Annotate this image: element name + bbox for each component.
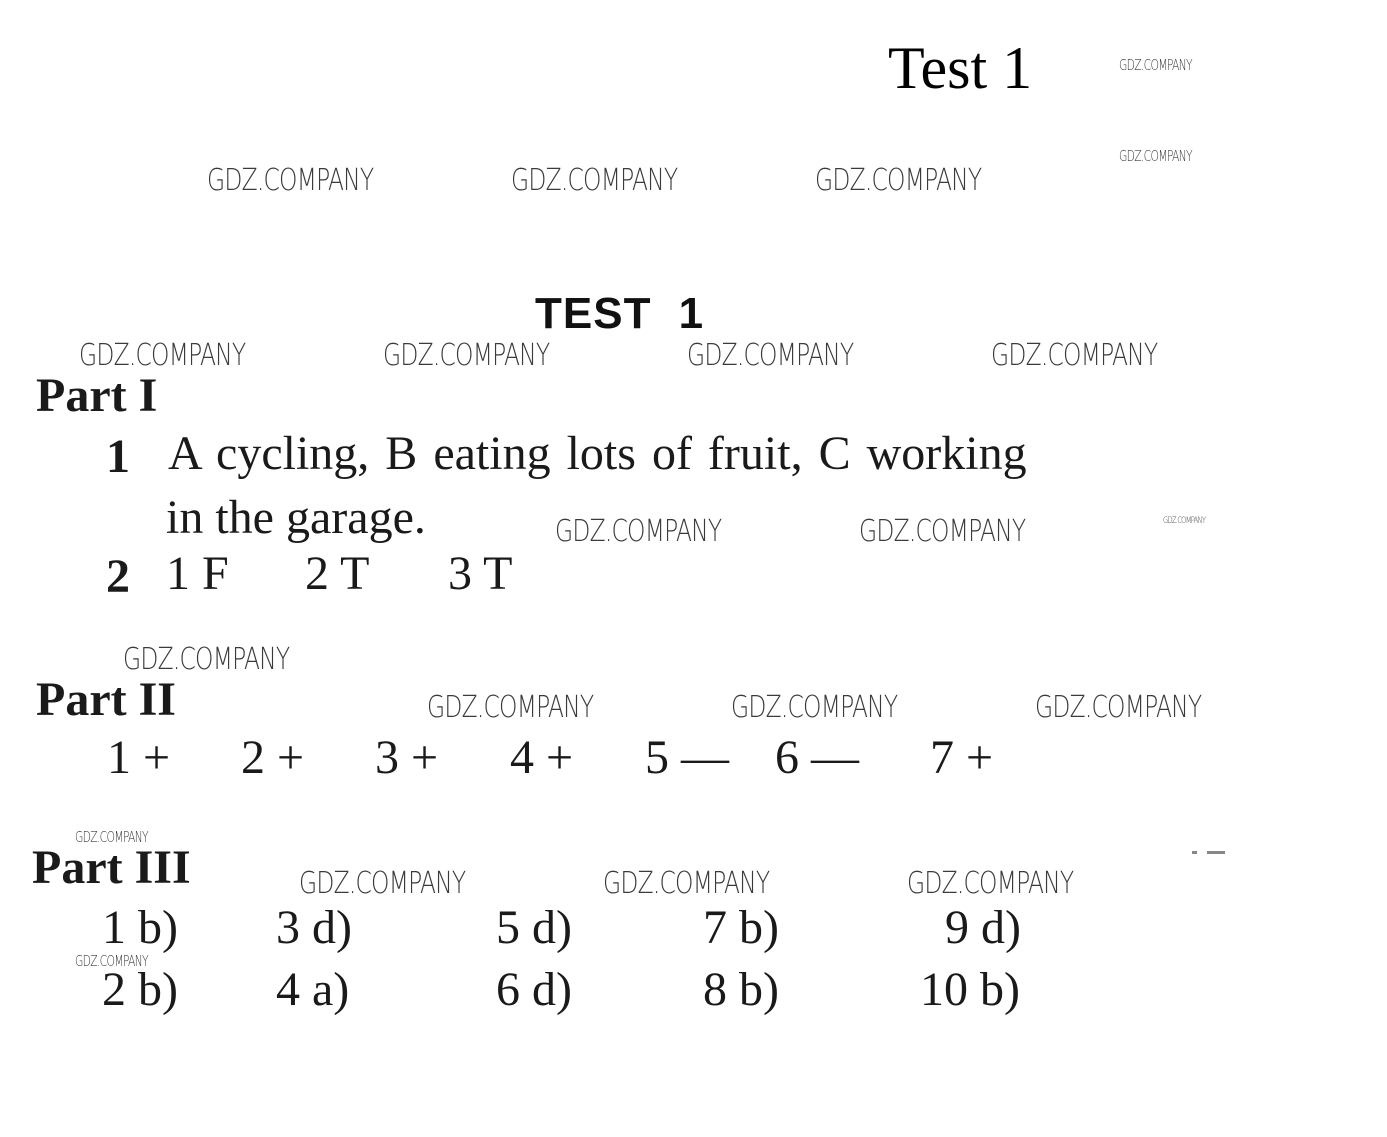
part-3-answer: 7 b) bbox=[703, 901, 779, 954]
part-2-heading: Part II bbox=[36, 673, 176, 726]
part-2-answer: 7 + bbox=[930, 731, 994, 784]
watermark: GDZ.COMPANY bbox=[383, 338, 550, 373]
part-3-answer: 8 b) bbox=[703, 963, 779, 1016]
watermark: GDZ.COMPANY bbox=[555, 514, 722, 549]
part-1-q1-line2: in the garage. bbox=[166, 491, 426, 544]
scan-speck bbox=[1192, 851, 1197, 854]
watermark: GDZ.COMPANY bbox=[75, 828, 148, 846]
part-1-q1-line1: A cycling, B eating lots of fruit, C working bbox=[168, 427, 1027, 480]
part-2-answer: 1 + bbox=[107, 731, 171, 784]
watermark: GDZ.COMPANY bbox=[75, 952, 148, 970]
watermark: GDZ.COMPANY bbox=[859, 514, 1026, 549]
test-heading: TEST 1 bbox=[535, 289, 705, 338]
watermark: GDZ.COMPANY bbox=[907, 866, 1074, 901]
watermark: GDZ.COMPANY bbox=[207, 163, 374, 198]
part-2-answer: 5 — bbox=[645, 731, 729, 784]
part-2-answer: 2 + bbox=[241, 731, 305, 784]
watermark: GDZ.COMPANY bbox=[511, 163, 678, 198]
watermark: GDZ.COMPANY bbox=[815, 163, 982, 198]
part-2-answer: 3 + bbox=[375, 731, 439, 784]
page-title: Test 1 bbox=[888, 35, 1033, 101]
part-3-answer: 9 d) bbox=[945, 901, 1021, 954]
part-3-answer: 5 d) bbox=[496, 901, 572, 954]
watermark: GDZ.COMPANY bbox=[1163, 516, 1206, 526]
part-1-q2-answer: 1 F bbox=[166, 547, 229, 600]
watermark: GDZ.COMPANY bbox=[687, 338, 854, 373]
watermark: GDZ.COMPANY bbox=[1119, 56, 1192, 74]
watermark: GDZ.COMPANY bbox=[299, 866, 466, 901]
part-3-heading: Part III bbox=[32, 841, 191, 894]
part-3-answer: 2 b) bbox=[102, 963, 178, 1016]
part-2-answer: 4 + bbox=[510, 731, 574, 784]
part-1-q2-number: 2 bbox=[106, 550, 130, 603]
watermark: GDZ.COMPANY bbox=[79, 338, 246, 373]
part-3-answer: 1 b) bbox=[102, 901, 178, 954]
part-1-heading: Part I bbox=[36, 369, 158, 422]
watermark: GDZ.COMPANY bbox=[603, 866, 770, 901]
scan-speck bbox=[1207, 851, 1225, 854]
part-1-q2-answer: 3 T bbox=[448, 547, 513, 600]
watermark: GDZ.COMPANY bbox=[1035, 690, 1202, 725]
watermark: GDZ.COMPANY bbox=[427, 690, 594, 725]
part-1-q1-number: 1 bbox=[106, 430, 130, 483]
part-3-answer: 4 a) bbox=[276, 963, 350, 1016]
watermark: GDZ.COMPANY bbox=[123, 642, 290, 677]
part-1-q2-answer: 2 T bbox=[305, 547, 370, 600]
part-3-answer: 10 b) bbox=[920, 963, 1020, 1016]
part-3-answer: 3 d) bbox=[276, 901, 352, 954]
watermark: GDZ.COMPANY bbox=[991, 338, 1158, 373]
part-2-answer: 6 — bbox=[775, 731, 859, 784]
watermark: GDZ.COMPANY bbox=[1119, 147, 1192, 165]
part-3-answer: 6 d) bbox=[496, 963, 572, 1016]
watermark: GDZ.COMPANY bbox=[731, 690, 898, 725]
